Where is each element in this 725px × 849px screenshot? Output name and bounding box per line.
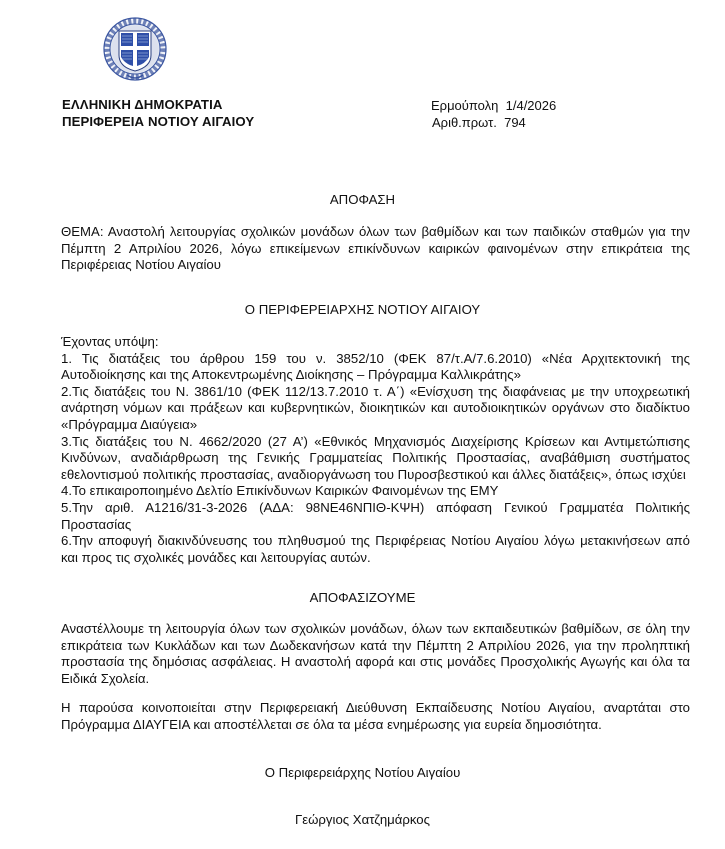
consideration-item: 3.Τις διατάξεις του Ν. 4662/2020 (27 Α’) «Εθνικός Μηχανισμός Διαχείρισης Κρίσεων και Αντιμετώπισης Κινδύνων, αναδιάρθρωση της Γενικής Γραμματείας Πολιτικής Προστασίας, αναβάθμιση συστήματος εθελοντισμού πολιτικής προστασίας, αναδιοργάνωση του Πυροσβεστικού και άλλες διατάξεις», όπως ισχύει — [61, 433, 690, 482]
signatory-title: Ο Περιφερειάρχης Νοτίου Αιγαίου — [264, 765, 461, 780]
signatory-name: Γεώργιος Χατζημάρκος — [294, 812, 431, 827]
consideration-item: 1. Τις διατάξεις του άρθρου 159 του ν. 3852/10 (ΦΕΚ 87/τ.Α/7.6.2010) «Νέα Αρχιτεκτονική της Αυτοδιοίκησης και της Αποκεντρωμένης Διοίκησης – Πρόγραμμα Καλλικράτης» — [61, 350, 690, 383]
consideration-item: 2.Τις διατάξεις του Ν. 3861/10 (ΦΕΚ 112/13.7.2010 τ. Α΄) «Ενίσχυση της διαφάνειας με την υποχρεωτική ανάρτηση νόμων και πράξεων και κυβερνητικών, διοικητικών και αυτοδιοικητικών οργάνων στο διαδίκτυο «Πρόγραμμα Διαύγεια» — [61, 383, 690, 432]
place-date: Ερμούπολη 1/4/2026 — [431, 98, 557, 113]
considering-label: Έχοντας υπόψη: — [61, 334, 159, 349]
decision-paragraph — [61, 621, 690, 687]
reference-block — [431, 97, 556, 131]
notice-text: Η παρούσα κοινοποιείται στην Περιφερειακή Διεύθυνση Εκπαίδευσης Νοτίου Αιγαίου, αναρτάται στο Πρόγραμμα ΔΙΑΥΓΕΙΑ και αποστέλλεται σε όλα τα μέσα ενημέρωσης για ευρεία δημοσιότητα. — [61, 700, 690, 732]
greek-coat-of-arms-icon — [101, 15, 169, 85]
issuer-block — [62, 96, 254, 130]
region-name: ΠΕΡΙΦΕΡΕΙΑ ΝΟΤΙΟΥ ΑΙΓΑΙΟΥ — [62, 114, 255, 129]
consideration-item: 6.Την αποφυγή διακινδύνευσης του πληθυσμού της Περιφέρειας Νοτίου Αιγαίου λόγω μετακινήσεων από και προς τις σχολικές μονάδες και λειτουργίας αυτών. — [61, 533, 690, 565]
document-title: ΑΠΟΦΑΣΗ — [329, 192, 396, 207]
subject-paragraph — [61, 224, 690, 274]
country-name: ΕΛΛΗΝΙΚΗ ΔΗΜΟΚΡΑΤΙΑ — [62, 97, 223, 112]
decision-heading: ΑΠΟΦΑΣΙΖΟΥΜΕ — [309, 590, 416, 605]
subject-text: ΘΕΜΑ: Αναστολή λειτουργίας σχολικών μονάδων όλων των βαθμίδων και των παιδικών σταθμών για την Πέμπτη 2 Απριλίου 2026, λόγω επικείμενων επικίνδυνων καιρικών φαινομένων στην επικράτεια της Περιφέρειας Νοτίου Αιγαίου — [61, 224, 690, 273]
notice-paragraph — [61, 700, 690, 733]
consideration-item: 5.Την αριθ. Α1216/31-3-2026 (ΑΔΑ: 98ΝΕ46ΝΠΙΘ-ΚΨΗ) απόφαση Γενικού Γραμματέα Πολιτικής Προστασίας — [61, 499, 690, 532]
decision-text: Αναστέλλουμε τη λειτουργία όλων των σχολικών μονάδων, όλων των εκπαιδευτικών βαθμίδων, σε όλη την επικράτεια των Κυκλάδων και των Δωδεκανήσων κατά την Πέμπτη 2 Απριλίου 2026, για την προληπτική προστασία της δημόσιας ασφάλειας. Η αναστολή αφορά και στις μονάδες Προσχολικής Αγωγής και όλα τα Ειδικά Σχολεία. — [61, 621, 690, 686]
considerations-list — [61, 334, 690, 566]
protocol-number: Αριθ.πρωτ. 794 — [432, 115, 526, 130]
authority-heading: Ο ΠΕΡΙΦΕΡΕΙΑΡΧΗΣ ΝΟΤΙΟΥ ΑΙΓΑΙΟΥ — [244, 302, 481, 317]
consideration-item: 4.Το επικαιροποιημένο Δελτίο Επικίνδυνων Καιρικών Φαινομένων της ΕΜΥ — [61, 483, 499, 499]
